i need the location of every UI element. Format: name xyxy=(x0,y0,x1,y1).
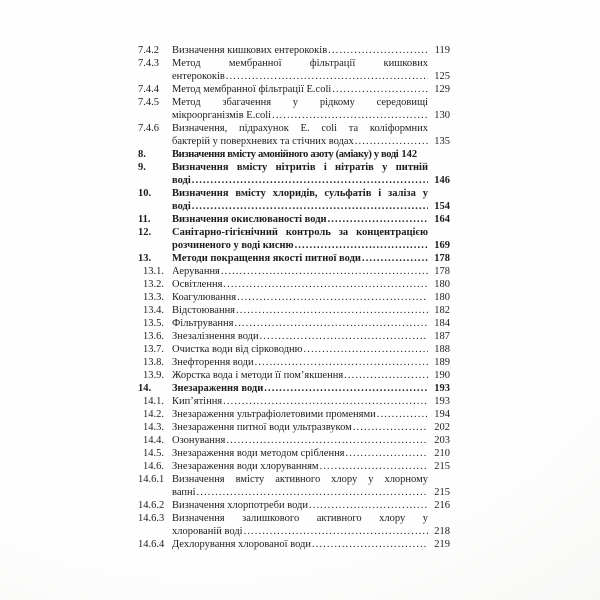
toc-entry-number: 13.6. xyxy=(143,331,164,342)
toc-title-last-line xyxy=(172,395,428,408)
toc-leader-dots xyxy=(312,538,428,551)
toc-entry-page: 180 xyxy=(434,279,450,290)
toc-entry xyxy=(138,304,450,317)
toc-title-text: мікроорганізмів E.coli xyxy=(172,110,272,121)
toc-title-text: вапні xyxy=(172,487,196,498)
toc-entry-page: 129 xyxy=(434,84,450,95)
toc-entry-number: 13.8. xyxy=(143,357,164,368)
toc-entry xyxy=(138,356,450,369)
toc-title-last-line xyxy=(172,460,428,473)
toc-entry-number: 13.4. xyxy=(143,305,164,316)
toc-entry-number: 14.2. xyxy=(143,409,164,420)
toc-entry-title xyxy=(172,395,428,408)
toc-leader-dots xyxy=(192,174,428,187)
toc-entry-number: 13.3. xyxy=(143,292,164,303)
toc-leader-dots xyxy=(353,421,428,434)
toc-title-last-line xyxy=(172,330,428,343)
toc-title-text: розчиненого у воді кисню xyxy=(172,240,294,251)
toc-entry-page: 154 xyxy=(434,201,450,212)
toc-title-text: Знезараження води хлоруванням xyxy=(172,461,319,472)
toc-title-last-line xyxy=(172,200,428,213)
toc-entry-number: 7.4.2 xyxy=(138,45,159,56)
toc-entry-title xyxy=(172,291,428,304)
toc-entry-page: 188 xyxy=(434,344,450,355)
toc-entry-title xyxy=(172,187,428,213)
toc-entry xyxy=(138,408,450,421)
toc-title-last-line xyxy=(172,252,428,265)
toc-title-last-line xyxy=(172,525,428,538)
toc-title-last-line xyxy=(172,447,428,460)
toc-title-last-line xyxy=(172,304,428,317)
toc-entry-number: 14.1. xyxy=(143,396,164,407)
toc-entry xyxy=(138,44,450,57)
toc-entry-title xyxy=(172,421,428,434)
toc-title-last-line xyxy=(172,434,428,447)
toc-title-line: Санітарно-гігієнічний контроль за концентрацією xyxy=(172,227,428,238)
toc-entry-number: 7.4.5 xyxy=(138,97,159,108)
toc-title-text: Жорстка вода і методи її пом’якшення xyxy=(172,370,344,381)
toc-title-last-line xyxy=(172,70,428,83)
toc-entry xyxy=(138,187,450,213)
toc-entry-number: 13.9. xyxy=(143,370,164,381)
toc-title-last-line xyxy=(172,239,428,252)
toc-title-line: Визначення, підрахунок E. coli та коліформних xyxy=(172,123,428,134)
toc-entry xyxy=(138,122,450,148)
toc-entry xyxy=(138,343,450,356)
toc-title-last-line xyxy=(172,382,428,395)
toc-title-text: бактерій у поверхневих та стічних водах xyxy=(172,136,354,147)
toc-title-last-line xyxy=(172,408,428,421)
toc-entry xyxy=(138,278,450,291)
toc-entry-title xyxy=(172,96,428,122)
toc-entry-page: 218 xyxy=(434,526,450,537)
toc-title-text: Озонування xyxy=(172,435,226,446)
toc-entry-number: 7.4.3 xyxy=(138,58,159,69)
toc-entry-number: 14.3. xyxy=(143,422,164,433)
toc-entry xyxy=(138,538,450,551)
toc-leader-dots xyxy=(377,408,428,421)
toc-leader-dots xyxy=(226,434,428,447)
toc-entry xyxy=(138,96,450,122)
toc-leader-dots xyxy=(295,239,428,252)
toc-entry-page: 142 xyxy=(401,149,418,160)
toc-entry-number: 10. xyxy=(138,188,152,199)
toc-title-text: Очистка води від сірководню xyxy=(172,344,303,355)
toc-title-text: Кип’ятіння xyxy=(172,396,223,407)
toc-entry-title xyxy=(172,83,428,96)
toc-title-last-line xyxy=(172,213,428,226)
toc-entry xyxy=(138,460,450,473)
toc-entry-title xyxy=(172,473,428,499)
toc-title-text: Визначення вмісту амонійного азоту (аміаку) у воді xyxy=(172,149,399,160)
toc-entry-title xyxy=(172,265,428,278)
toc-title-text: хлорованій воді xyxy=(172,526,243,537)
toc-entry-title xyxy=(172,356,428,369)
toc-leader-dots xyxy=(328,44,428,57)
toc-title-last-line xyxy=(172,317,428,330)
toc-entry-page: 135 xyxy=(434,136,450,147)
toc-title-text: Знезараження води xyxy=(172,383,264,394)
toc-entry-title xyxy=(172,538,428,551)
toc-title-text: Методи покращення якості питної води xyxy=(172,253,361,264)
toc-title-last-line xyxy=(172,83,428,96)
toc-entry-page: 215 xyxy=(434,487,450,498)
toc-entry-page: 178 xyxy=(434,266,450,277)
toc-entry-title xyxy=(172,512,428,538)
toc-entry xyxy=(138,395,450,408)
toc-leader-dots xyxy=(355,135,428,148)
toc-entry xyxy=(138,382,450,395)
toc-title-text: ентерококів xyxy=(172,71,225,82)
toc-leader-dots xyxy=(332,83,428,96)
toc-leader-dots xyxy=(221,265,428,278)
toc-list xyxy=(138,44,450,551)
toc-title-text: Знефторення води xyxy=(172,357,254,368)
toc-entry-title xyxy=(172,369,428,382)
toc-entry-page: 125 xyxy=(434,71,450,82)
toc-title-last-line xyxy=(172,265,428,278)
toc-title-text: Знезараження питної води ультразвуком xyxy=(172,422,352,433)
toc-entry-page: 203 xyxy=(434,435,450,446)
toc-entry-number: 12. xyxy=(138,227,152,238)
toc-title-text: Аерування xyxy=(172,266,220,277)
toc-leader-dots xyxy=(197,486,429,499)
toc-entry-title xyxy=(172,382,428,395)
toc-entry-page: 169 xyxy=(434,240,450,251)
toc-entry-number: 13.1. xyxy=(143,266,164,277)
toc-entry-number: 11. xyxy=(138,214,151,225)
toc-entry-number: 13. xyxy=(138,253,152,264)
toc-entry xyxy=(138,473,450,499)
toc-leader-dots xyxy=(320,460,428,473)
toc-entry xyxy=(138,330,450,343)
toc-entry-page: 184 xyxy=(434,318,450,329)
toc-leader-dots xyxy=(234,317,428,330)
toc-title-text: Знезараження ультрафіолетовими променями xyxy=(172,409,376,420)
toc-title-text: воді xyxy=(172,201,191,212)
toc-entry-title xyxy=(172,44,428,57)
toc-entry-title xyxy=(172,213,428,226)
toc-entry-title xyxy=(172,460,428,473)
toc-entry-title xyxy=(172,304,428,317)
toc-entry-number: 14.4. xyxy=(143,435,164,446)
toc-title-last-line xyxy=(172,109,428,122)
toc-entry-page: 187 xyxy=(434,331,450,342)
toc-leader-dots xyxy=(344,369,428,382)
toc-entry-page: 146 xyxy=(434,175,450,186)
toc-title-line: Визначення вмісту активного хлору у хлорному xyxy=(172,474,428,485)
toc-title-last-line xyxy=(172,291,428,304)
toc-entry xyxy=(138,447,450,460)
toc-leader-dots xyxy=(223,278,428,291)
toc-title-text: Визначення окислюваності води xyxy=(172,214,327,225)
toc-entry-page: 130 xyxy=(434,110,450,121)
toc-entry-number: 8. xyxy=(138,149,146,160)
toc-entry xyxy=(138,317,450,330)
toc-title-text: Коагулювання xyxy=(172,292,237,303)
toc-entry-page: 215 xyxy=(434,461,450,472)
toc-title-text: воді xyxy=(172,175,191,186)
toc-title-line: Визначення залишкового активного хлору у xyxy=(172,513,428,524)
toc-entry-number: 13.5. xyxy=(143,318,164,329)
toc-entry-page: 164 xyxy=(434,214,450,225)
toc-entry xyxy=(138,213,450,226)
toc-title-text: Визначення кишкових ентерококів xyxy=(172,45,328,56)
toc-title-last-line xyxy=(172,148,450,161)
toc-leader-dots xyxy=(346,447,428,460)
toc-entry-page: 193 xyxy=(434,396,450,407)
toc-entry xyxy=(138,434,450,447)
toc-leader-dots xyxy=(226,70,428,83)
toc-entry-number: 13.7. xyxy=(143,344,164,355)
toc-leader-dots xyxy=(244,525,428,538)
toc-title-line: Визначення вмісту нітритів і нітратів у питній xyxy=(172,162,428,173)
toc-title-last-line xyxy=(172,499,428,512)
toc-entry-title xyxy=(172,343,428,356)
toc-entry xyxy=(138,161,450,187)
toc-title-last-line xyxy=(172,135,428,148)
toc-entry xyxy=(138,148,450,161)
toc-entry xyxy=(138,499,450,512)
toc-title-last-line xyxy=(172,421,428,434)
toc-entry-page: 216 xyxy=(434,500,450,511)
toc-title-text: Дехлорування хлорованої води xyxy=(172,539,312,550)
toc-title-last-line xyxy=(172,343,428,356)
toc-title-text: Знезараження води методом сріблення xyxy=(172,448,345,459)
toc-leader-dots xyxy=(192,200,428,213)
toc-entry-page: 190 xyxy=(434,370,450,381)
toc-entry-page: 219 xyxy=(434,539,450,550)
toc-entry xyxy=(138,291,450,304)
toc-entry-title xyxy=(172,122,428,148)
toc-title-text: Метод мембранної фільтрації E.coli xyxy=(172,84,332,95)
toc-entry xyxy=(138,252,450,265)
toc-entry-page: 210 xyxy=(434,448,450,459)
toc-entry-title xyxy=(172,434,428,447)
toc-entry-title xyxy=(172,447,428,460)
toc-leader-dots xyxy=(362,252,428,265)
toc-entry-number: 14.5. xyxy=(143,448,164,459)
toc-entry-title xyxy=(172,278,428,291)
toc-entry-number: 14.6.1 xyxy=(138,474,165,485)
toc-title-last-line xyxy=(172,369,428,382)
toc-entry-number: 14.6.2 xyxy=(138,500,165,511)
toc-entry xyxy=(138,265,450,278)
toc-entry-page: 180 xyxy=(434,292,450,303)
toc-leader-dots xyxy=(255,356,428,369)
toc-title-last-line xyxy=(172,44,428,57)
toc-entry xyxy=(138,226,450,252)
toc-entry-number: 7.4.4 xyxy=(138,84,159,95)
toc-entry xyxy=(138,512,450,538)
toc-title-line: Визначення вмісту хлоридів, сульфатів і заліза у xyxy=(172,188,428,199)
toc-entry-number: 14.6.3 xyxy=(138,513,165,524)
toc-entry-title xyxy=(172,499,428,512)
toc-entry-page: 189 xyxy=(434,357,450,368)
toc-entry-number: 7.4.6 xyxy=(138,123,159,134)
toc-leader-dots xyxy=(223,395,428,408)
toc-leader-dots xyxy=(260,330,428,343)
toc-leader-dots xyxy=(237,291,428,304)
toc-entry xyxy=(138,421,450,434)
toc-entry-title xyxy=(172,408,428,421)
toc-leader-dots xyxy=(236,304,428,317)
toc-entry-page: 194 xyxy=(434,409,450,420)
toc-entry-title xyxy=(172,148,450,161)
toc-title-last-line xyxy=(172,278,428,291)
toc-title-text: Визначення хлорпотреби води xyxy=(172,500,308,511)
toc-leader-dots xyxy=(328,213,428,226)
toc-entry-title xyxy=(172,161,428,187)
toc-entry-page: 178 xyxy=(434,253,450,264)
toc-title-text: Фільтрування xyxy=(172,318,234,329)
toc-title-line: Метод збагачення у рідкому середовищі xyxy=(172,97,428,108)
toc-leader-dots xyxy=(304,343,428,356)
toc-entry-number: 14.6.4 xyxy=(138,539,165,550)
toc-title-last-line xyxy=(172,486,428,499)
toc-entry-page: 193 xyxy=(434,383,450,394)
toc-leader-dots xyxy=(309,499,428,512)
toc-title-last-line xyxy=(172,538,428,551)
toc-entry-number: 14.6. xyxy=(143,461,164,472)
toc-leader-dots xyxy=(264,382,428,395)
toc-entry-page: 202 xyxy=(434,422,450,433)
toc-title-text: Освітлення xyxy=(172,279,223,290)
toc-entry xyxy=(138,369,450,382)
toc-entry xyxy=(138,83,450,96)
toc-entry-page: 182 xyxy=(434,305,450,316)
toc-entry-title xyxy=(172,57,428,83)
toc-leader-dots xyxy=(272,109,428,122)
toc-entry-page: 119 xyxy=(434,45,450,56)
toc-entry-title xyxy=(172,226,428,252)
toc-entry-number: 9. xyxy=(138,162,146,173)
toc-title-line: Метод мембранної фільтрації кишкових xyxy=(172,58,428,69)
toc-entry-number: 13.2. xyxy=(143,279,164,290)
toc-entry xyxy=(138,57,450,83)
toc-title-last-line xyxy=(172,356,428,369)
toc-title-text: Знезалізнення води xyxy=(172,331,259,342)
toc-entry-title xyxy=(172,252,428,265)
toc-entry-number: 14. xyxy=(138,383,152,394)
toc-title-text: Відстоювання xyxy=(172,305,236,316)
toc-entry-title xyxy=(172,317,428,330)
toc-entry-title xyxy=(172,330,428,343)
toc-title-last-line xyxy=(172,174,428,187)
